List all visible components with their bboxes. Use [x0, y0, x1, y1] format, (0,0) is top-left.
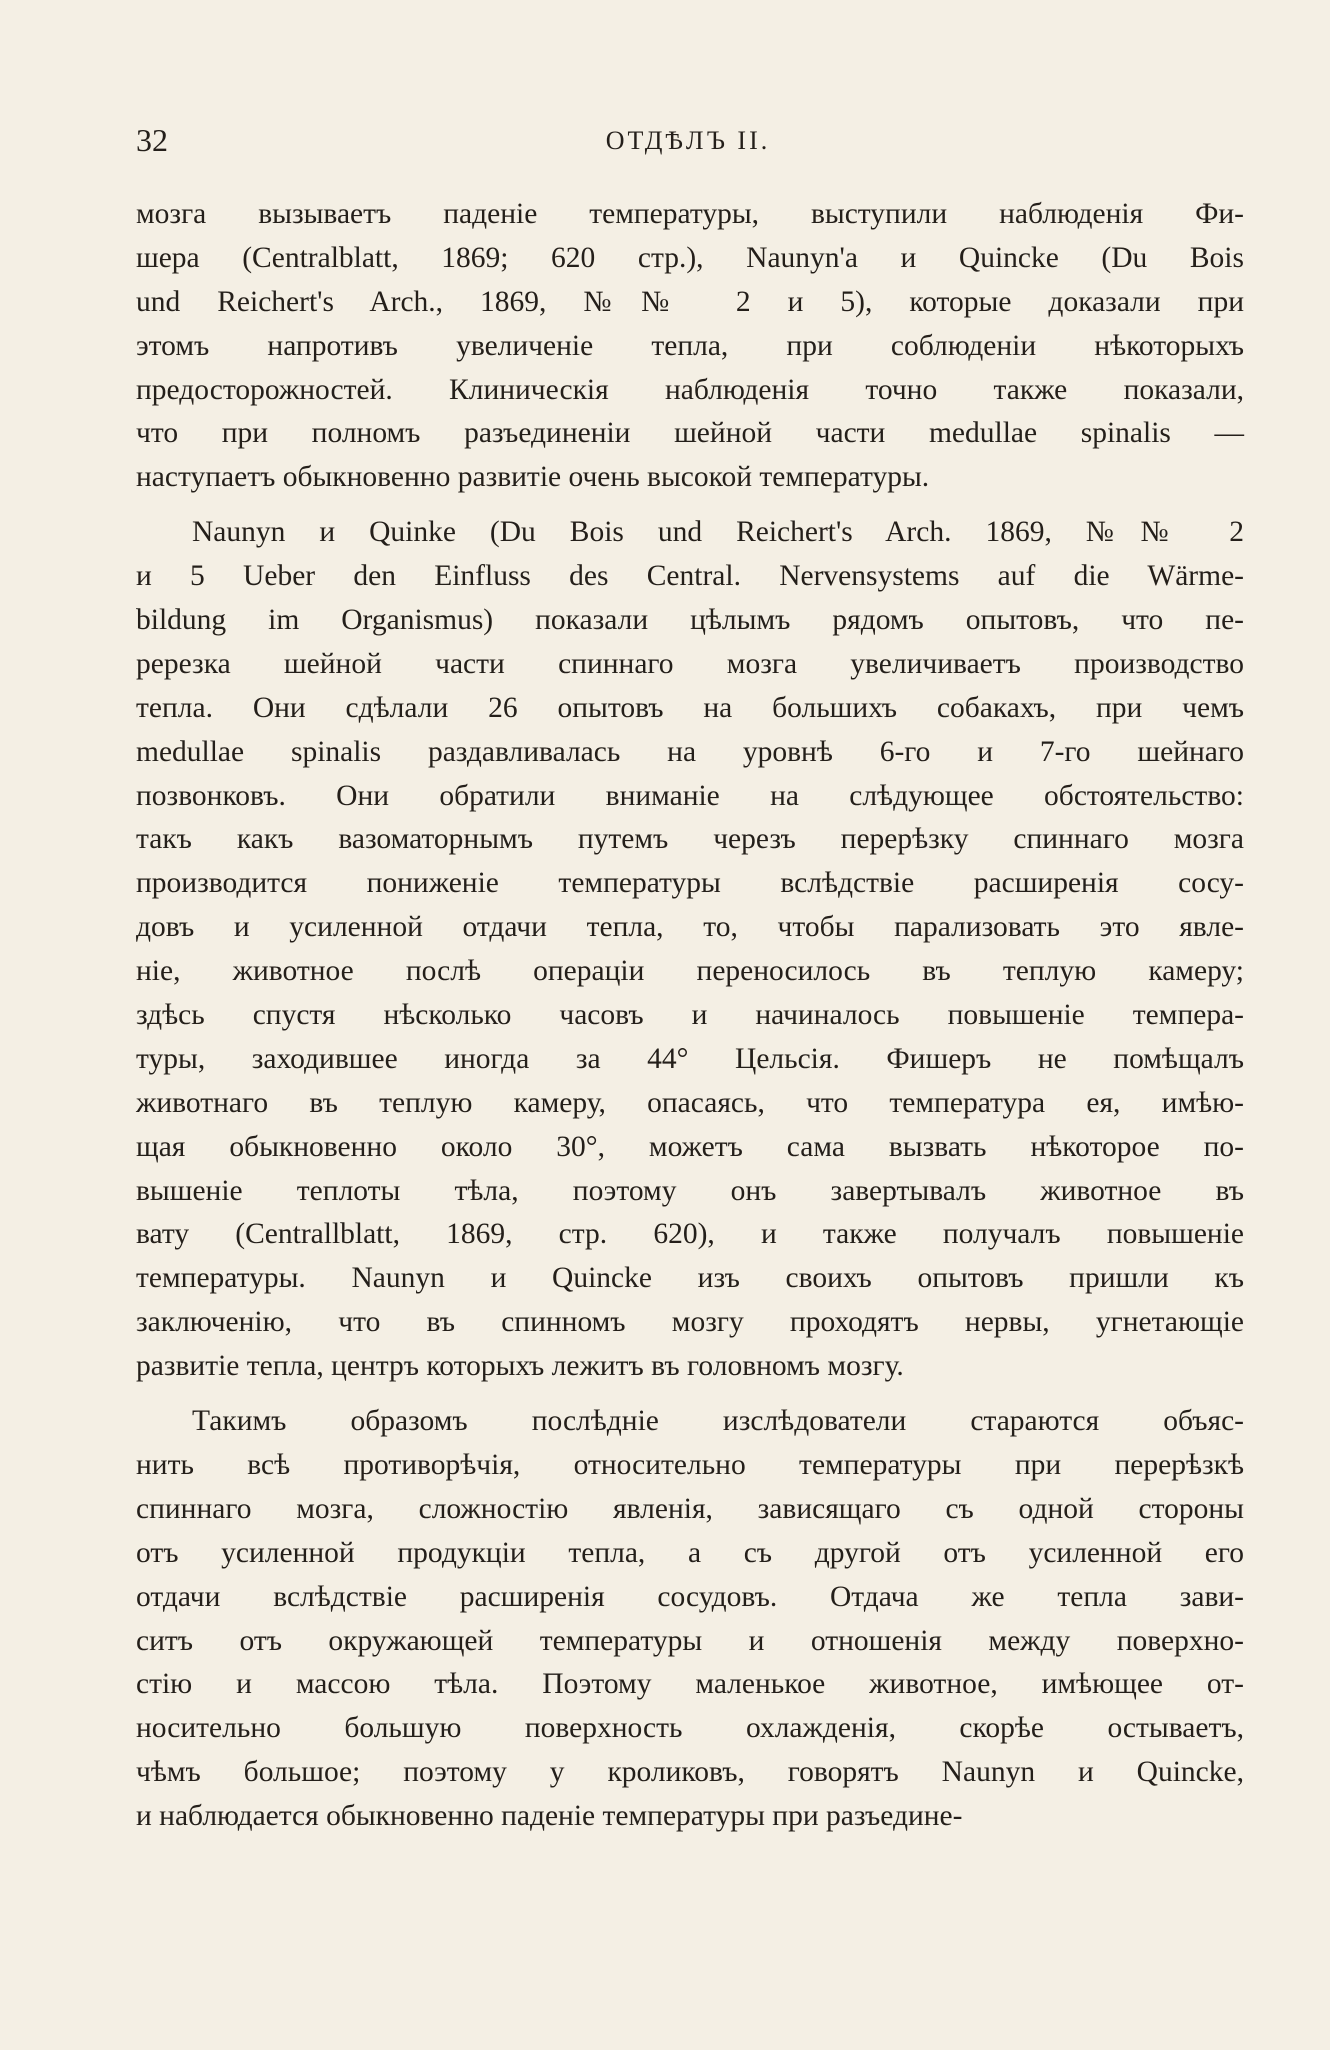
text-line: отъ усиленной продукціи тепла, а съ другой отъ усиленной его	[136, 1536, 1244, 1569]
text-line: ніе, животное послѣ операціи переносилось въ теплую камеру;	[136, 955, 1244, 988]
text-line: вату (Centrallblatt, 1869, стр. 620), и также получалъ повышеніе	[136, 1218, 1244, 1251]
text-line: bildung im Organismus) показали цѣлымъ рядомъ опытовъ, что пе-	[136, 604, 1244, 637]
text-line: и наблюдается обыкновенно паденіе температуры при разъедине-	[136, 1800, 963, 1833]
running-head	[132, 122, 1244, 166]
paragraph-gap	[136, 500, 1244, 511]
paragraph-1	[136, 193, 1244, 500]
text-line: тепла. Они сдѣлали 26 опытовъ на большихъ собакахъ, при чемъ	[136, 691, 1244, 724]
text-line: шера (Centralblatt, 1869; 620 стр.), Naunyn'a и Quincke (Du Bois	[136, 241, 1244, 274]
paragraph-gap	[136, 1389, 1244, 1400]
text-line: чѣмъ большое; поэтому у кроликовъ, говорятъ Naunyn и Quincke,	[136, 1756, 1244, 1789]
text-line: этомъ напротивъ увеличеніе тепла, при соблюденіи нѣкоторыхъ	[136, 329, 1244, 362]
text-line: спиннаго мозга, сложностію явленія, зависящаго съ одной стороны	[136, 1492, 1244, 1525]
page-number: 32	[136, 122, 168, 158]
text-line: Такимъ образомъ послѣдніе изслѣдователи стараются объяс-	[192, 1405, 1244, 1438]
text-line: щая обыкновенно около 30°, можетъ сама вызвать нѣкоторое по-	[136, 1130, 1244, 1163]
text-line: такъ какъ вазоматорнымъ путемъ черезъ перерѣзку спиннаго мозга	[136, 823, 1244, 856]
text-line: наступаетъ обыкновенно развитіе очень высокой температуры.	[136, 461, 930, 494]
text-line: туры, заходившее иногда за 44° Цельсія. Фишеръ не помѣщалъ	[136, 1042, 1244, 1075]
text-line: позвонковъ. Они обратили вниманіе на слѣдующее обстоятельство:	[136, 779, 1244, 812]
text-line: развитіе тепла, центръ которыхъ лежитъ въ головномъ мозгу.	[136, 1350, 904, 1383]
text-line: довъ и усиленной отдачи тепла, то, чтобы парализовать это явле-	[136, 911, 1244, 944]
text-line: und Reichert's Arch., 1869, №№ 2 и 5), которые доказали при	[136, 285, 1244, 318]
text-line: что при полномъ разъединеніи шейной части medullae spinalis —	[136, 417, 1244, 450]
text-line: нить всѣ противорѣчія, относительно температуры при перерѣзкѣ	[136, 1448, 1244, 1481]
text-line: и 5 Ueber den Einfluss des Central. Nervensystems auf die Wärme-	[136, 560, 1244, 593]
text-line: мозга вызываетъ паденіе температуры, выступили наблюденія Фи-	[136, 198, 1244, 230]
text-line: заключенію, что въ спинномъ мозгу проходятъ нервы, угнетающіе	[136, 1306, 1244, 1339]
text-line: ререзка шейной части спиннаго мозга увеличиваетъ производство	[136, 647, 1244, 680]
text-line: Naunyn и Quinke (Du Bois und Reichert's Arch. 1869, №№ 2	[192, 516, 1244, 549]
text-line: предосторожностей. Клиническія наблюденія точно также показали,	[136, 373, 1244, 406]
text-line: medullae spinalis раздавливалась на уровнѣ 6-го и 7-го шейнаго	[136, 735, 1244, 768]
text-line: температуры. Naunyn и Quincke изъ своихъ опытовъ пришли къ	[136, 1262, 1244, 1295]
text-line: здѣсь спустя нѣсколько часовъ и начиналось повышеніе темпера-	[136, 999, 1244, 1032]
text-line: производится пониженіе температуры вслѣдствіе расширенія сосу-	[136, 867, 1244, 900]
text-line: носительно большую поверхность охлажденія, скорѣе остываетъ,	[136, 1712, 1244, 1745]
text-line: животнаго въ теплую камеру, опасаясь, что температура ея, имѣю-	[136, 1086, 1244, 1119]
section-title: ОТДѢЛЪ II.	[605, 126, 771, 155]
text-line: ситъ отъ окружающей температуры и отношенія между поверхно-	[136, 1624, 1244, 1657]
text-line: вышеніе теплоты тѣла, поэтому онъ завертывалъ животное въ	[136, 1174, 1244, 1207]
paragraph-2	[136, 511, 1244, 1389]
body-text	[136, 193, 1244, 1839]
paragraph-3	[136, 1400, 1244, 1839]
text-line: отдачи вслѣдствіе расширенія сосудовъ. Отдача же тепла зави-	[136, 1580, 1244, 1613]
text-line: стію и массою тѣла. Поэтому маленькое животное, имѣющее от-	[136, 1668, 1244, 1701]
